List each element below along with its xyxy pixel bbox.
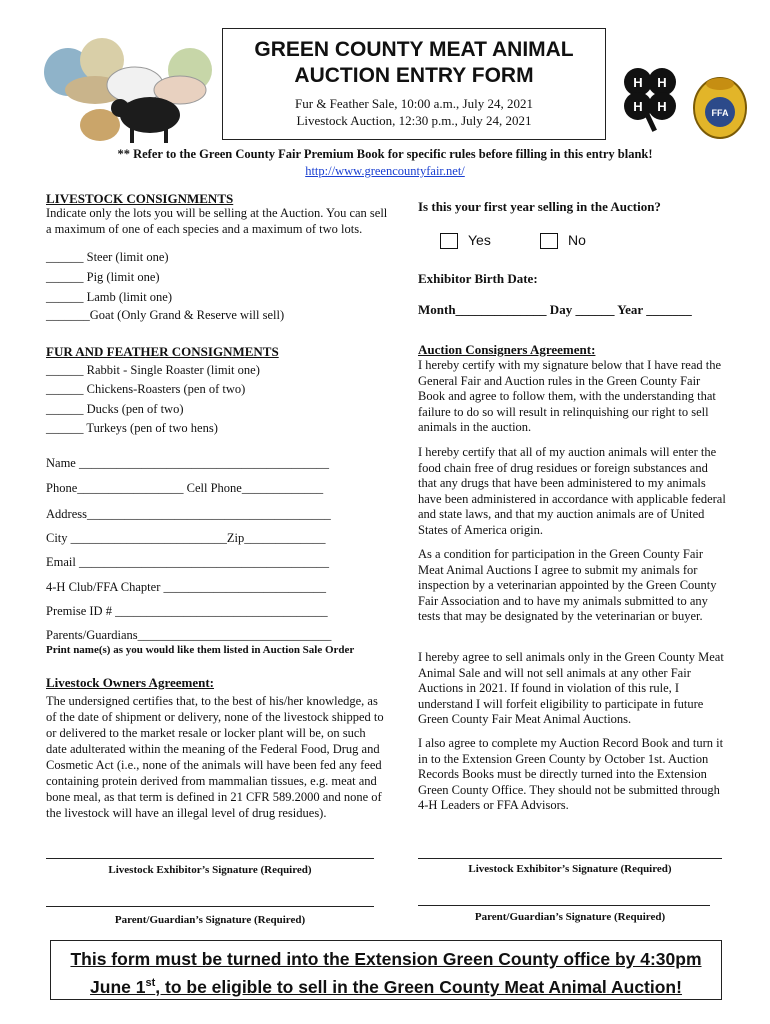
- print-names-note: Print name(s) as you would like them listed in Auction Sale Order: [46, 644, 355, 656]
- email-field[interactable]: Email ________________________________________: [46, 555, 329, 569]
- yes-checkbox[interactable]: [440, 233, 458, 249]
- city-zip-field[interactable]: City _________________________Zip_____________: [46, 531, 326, 545]
- consigners-agreement-heading: Auction Consigners Agreement:: [418, 342, 596, 357]
- chickens-line[interactable]: ______ Chickens-Roasters (pen of two): [46, 382, 246, 396]
- livestock-intro: Indicate only the lots you will be selling at the Auction. You can sell a maximum of one of each species and a maximum of two lots.: [46, 206, 388, 236]
- form-title-line1: GREEN COUNTY MEAT ANIMAL: [254, 38, 574, 61]
- exhibitor-signature-label-right: Livestock Exhibitor’s Signature (Required): [468, 863, 672, 875]
- no-label: No: [568, 232, 586, 248]
- premise-id-field[interactable]: Premise ID # __________________________________: [46, 604, 328, 618]
- exhibitor-signature-label-left: Livestock Exhibitor’s Signature (Required): [108, 864, 312, 876]
- no-checkbox[interactable]: [540, 233, 558, 249]
- ducks-line[interactable]: ______ Ducks (pen of two): [46, 402, 184, 416]
- notice-text: ** Refer to the Green County Fair Premium Book for specific rules before filling in this entry blank!: [117, 147, 653, 161]
- deadline-line2: June 1st, to be eligible to sell in the Green County Meat Animal Auction!: [90, 976, 682, 997]
- consigners-p5: I also agree to complete my Auction Record Book and turn it in to the Extension Green County by October 1st. Auction Records Books must be directly turned into the Extension Green County Office. They should not be submitted through 4-H Leaders or FFA Advisors.: [418, 736, 724, 812]
- consigners-p3: As a condition for participation in the Green County Fair Meat Animal Auctions I agree to submit my animals for inspection by a veterinarian appointed by the Green County Fair Association and to have my animals submitted to any tests that may be designated by the veterinarian or buyer.: [418, 547, 717, 623]
- birth-date-label: Exhibitor Birth Date:: [418, 271, 538, 286]
- svg-text:H: H: [633, 99, 643, 114]
- birth-date-field[interactable]: Month______________ Day ______ Year _______: [418, 302, 692, 317]
- yes-label: Yes: [468, 232, 491, 248]
- address-field[interactable]: Address_______________________________________: [46, 507, 331, 521]
- guardian-signature-label-right: Parent/Guardian’s Signature (Required): [474, 911, 666, 923]
- goat-line[interactable]: _______Goat (Only Grand & Reserve will sell): [46, 308, 285, 322]
- fur-feather-heading: FUR AND FEATHER CONSIGNMENTS: [46, 344, 279, 359]
- guardian-signature-label-left: Parent/Guardian’s Signature (Required): [114, 914, 306, 926]
- svg-text:H: H: [633, 75, 643, 90]
- form-title-line2: AUCTION ENTRY FORM: [294, 64, 534, 87]
- consigners-p2: I hereby certify that all of my auction animals will enter the food chain free of drug residues or foreign substances and that any drugs that have been administered to my animals have been administered in accordance with applicable federal and state laws, and that my auction animals are of United States of America origin.: [418, 445, 726, 537]
- club-chapter-field[interactable]: 4-H Club/FFA Chapter __________________________: [46, 580, 326, 594]
- svg-text:H: H: [657, 99, 667, 114]
- lamb-line[interactable]: ______ Lamb (limit one): [46, 290, 173, 304]
- yes-option[interactable]: [440, 232, 491, 249]
- owners-agreement-heading: Livestock Owners Agreement:: [46, 675, 215, 690]
- four-h-clover-logo: [615, 62, 685, 132]
- owners-agreement-text: The undersigned certifies that, to the best of his/her knowledge, as of the date of shipment or delivery, none of the livestock shipped to or delivered to the market resale or locker plant will be, on such date adulterated within the meaning of the Federal Food, Drug and Cosmetic Act (i.e., none of the animals will have been fed any feed containing protein derived from mammalian tissues, e.g. meat and bone meal, as that term is defined in 21 CFR 589.2000 and none of the livestock will have an illegal level of drug residues).: [46, 694, 384, 820]
- animals-illustration: [40, 30, 215, 145]
- auction-time: Livestock Auction, 12:30 p.m., July 24, 2021: [296, 113, 532, 128]
- pig-line[interactable]: ______ Pig (limit one): [46, 270, 160, 284]
- parents-guardians-field[interactable]: Parents/Guardians_______________________________: [46, 628, 332, 642]
- guardian-signature-line-right[interactable]: [418, 905, 710, 906]
- consigners-p4: I hereby agree to sell animals only in the Green County Meat Animal Sale and will not sell animals at any other Fair Auctions in 2021. If found in violation of this rule, I understand I will forfeit eligibility to participate in future Green County Fair Meat Animal Auctions.: [418, 650, 724, 726]
- deadline-notice-box: [50, 940, 722, 1000]
- first-year-question: Is this your first year selling in the Auction?: [418, 199, 661, 214]
- guardian-signature-line-left[interactable]: [46, 906, 374, 907]
- sale-time: Fur & Feather Sale, 10:00 a.m., July 24, 2021: [295, 96, 533, 111]
- livestock-heading: LIVESTOCK CONSIGNMENTS: [46, 191, 234, 206]
- form-title-box: [222, 28, 606, 140]
- deadline-line1: This form must be turned into the Extension Green County office by 4:30pm: [70, 949, 702, 969]
- svg-text:H: H: [657, 75, 667, 90]
- turkeys-line[interactable]: ______ Turkeys (pen of two hens): [46, 421, 218, 435]
- phone-field[interactable]: Phone_________________ Cell Phone_____________: [46, 481, 324, 495]
- no-option[interactable]: [540, 232, 586, 249]
- exhibitor-signature-line-right[interactable]: [418, 858, 722, 859]
- ffa-emblem-logo: [690, 72, 750, 142]
- steer-line[interactable]: ______ Steer (limit one): [46, 250, 169, 264]
- exhibitor-signature-line-left[interactable]: [46, 858, 374, 859]
- svg-text:FFA: FFA: [711, 108, 729, 118]
- name-field[interactable]: Name ________________________________________: [46, 456, 329, 470]
- fair-website-link[interactable]: http://www.greencountyfair.net/: [305, 164, 465, 178]
- rabbit-line[interactable]: ______ Rabbit - Single Roaster (limit one): [46, 363, 260, 377]
- consigners-p1: I hereby certify with my signature below that I have read the General Fair and Auction rules in the Green County Fair Book and agree to follow them, with the understanding that failure to do so will result in relinquishing our right to sell animals in the auction.: [418, 358, 722, 434]
